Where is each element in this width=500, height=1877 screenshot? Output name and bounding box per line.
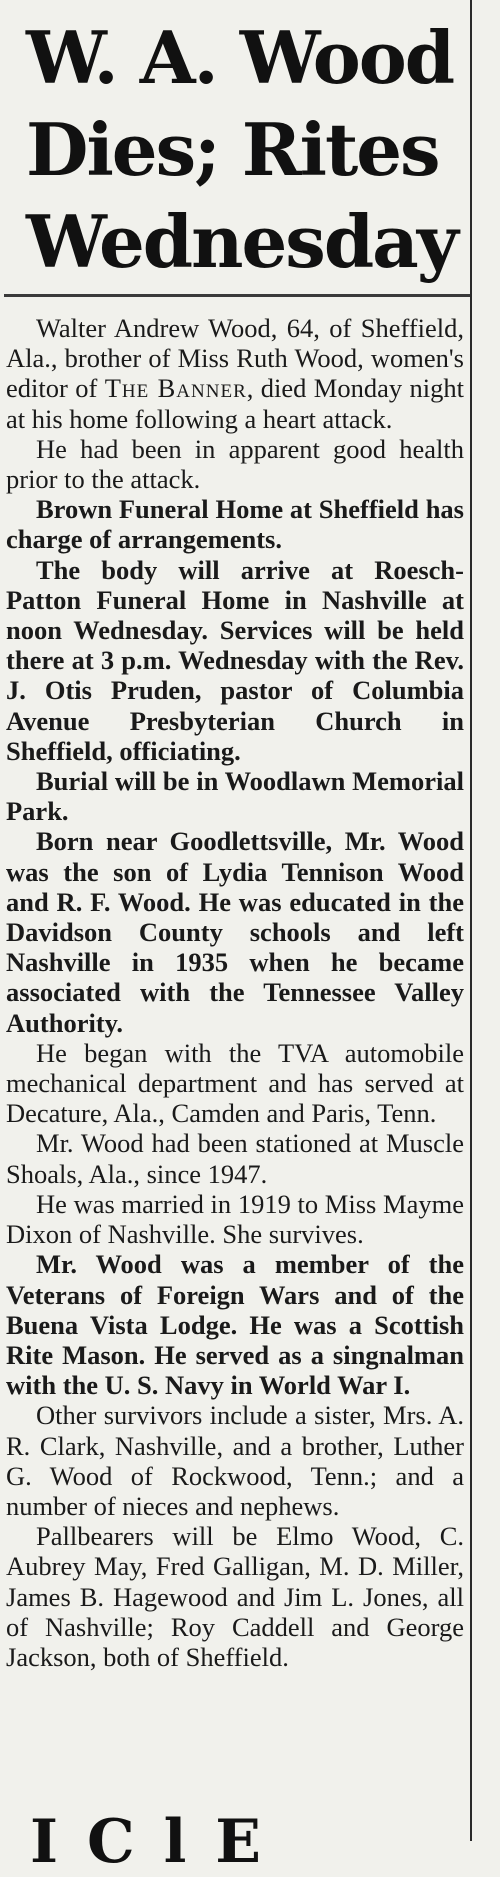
next-article-headline-fragment: I C l E — [30, 1807, 266, 1877]
paragraph-stationed: Mr. Wood had been stationed at Muscle Shoals, Ala., since 1947. — [6, 1128, 464, 1189]
headline-rule — [4, 294, 470, 297]
paragraph-survivors: Other survivors include a sister, Mrs. A. R. Clark, Nashville, and a brother, Luther G. Wood of Rockwood, Tenn.; and a number of nieces and nephews. — [6, 1400, 464, 1521]
paragraph-pallbearers: Pallbearers will be Elmo Wood, C. Aubrey May, Fred Galligan, M. D. Miller, James B. Hagewood and Jim L. Jones, all of Nashville; Roy Caddell and George Jackson, both of Sheffield. — [6, 1521, 464, 1672]
paragraph-funeral-home: Brown Funeral Home at Sheffield has charge of arrangements. — [6, 494, 464, 555]
paragraph-tva: He began with the TVA automobile mechanical department and has served at Decature, Ala., Camden and Paris, Tenn. — [6, 1037, 464, 1129]
paragraph-marriage: He was married in 1919 to Miss Mayme Dixon of Nashville. She survives. — [6, 1188, 464, 1250]
paragraph-services: The body will arrive at Roesch-Patton Funeral Home in Nashville at noon Wednesday. Services will be held there at 3 p.m. Wednesday with the Rev. J. Otis Pruden, pastor of Columbia Avenue Presbyterian Church in Sheffield, officiating. — [6, 554, 464, 766]
paragraph-health: He had been in apparent good health prior to the attack. — [6, 433, 464, 495]
article-body — [6, 313, 464, 1672]
obituary-article — [4, 0, 464, 1672]
paragraph-lead — [6, 313, 464, 434]
lead-text-a: Walter Andrew Wood, 64, of Sheffield, Ala., brother of Miss Ruth Wood, women's editor of — [6, 313, 464, 404]
lead-text-b: , died Monday night at his home following a heart attack. — [6, 373, 465, 434]
paragraph-burial: Burial will be in Woodlawn Memorial Park. — [6, 766, 464, 827]
column-rule — [470, 0, 472, 1841]
headline-line-2: Dies; Rites — [26, 107, 439, 192]
newspaper-name: The Banner — [104, 373, 247, 404]
headline — [26, 12, 464, 288]
paragraph-memberships: Mr. Wood was a member of the Veterans of Foreign Wars and of the Buena Vista Lodge. He was a Scottish Rite Mason. He served as a singnalman with the U. S. Navy in World War I. — [6, 1249, 464, 1401]
paragraph-biography: Born near Goodlettsville, Mr. Wood was the son of Lydia Tennison Wood and R. F. Wood. He was educated in the Davidson County schools and left Nashville in 1935 when he became associated with the Tennessee Valley Authority. — [6, 826, 464, 1038]
headline-line-3: Wednesday — [26, 199, 457, 284]
headline-line-1: W. A. Wood — [26, 15, 454, 100]
